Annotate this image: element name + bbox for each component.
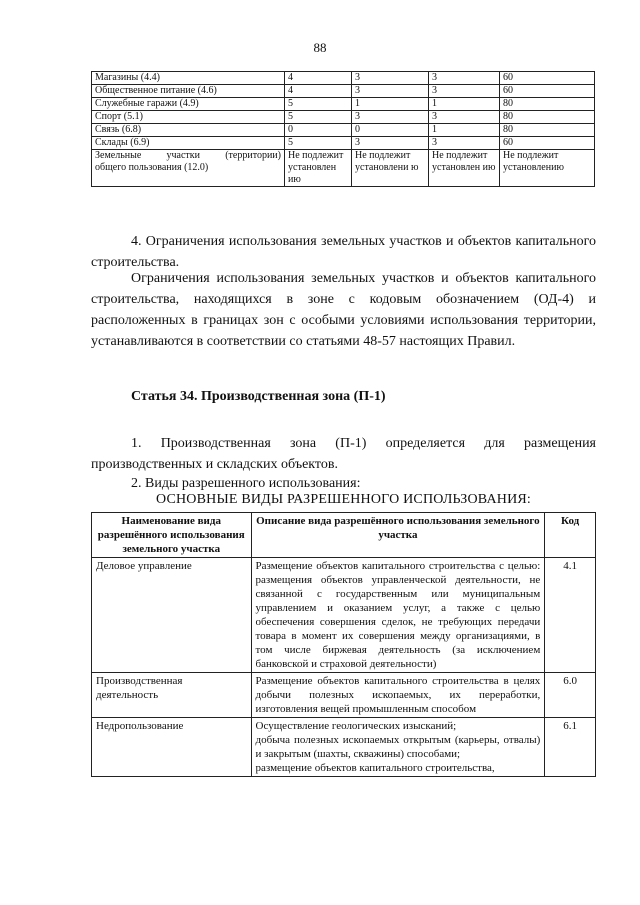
parameter-cell: 60 xyxy=(500,72,595,85)
parameter-cell: 0 xyxy=(352,124,429,137)
use-type-cell: Общественное питание (4.6) xyxy=(92,85,285,98)
use-type-cell: Склады (6.9) xyxy=(92,137,285,150)
use-description xyxy=(251,718,545,777)
table-row xyxy=(92,72,595,85)
article-paragraph-1: 1. Производственная зона (П-1) определяется для размещения производственных и складских объектов. xyxy=(91,436,596,472)
parameter-cell: 4 xyxy=(285,72,352,85)
parameter-cell: 3 xyxy=(429,111,500,124)
parameter-cell: 80 xyxy=(500,124,595,137)
building-parameters-table xyxy=(91,71,595,187)
permitted-use-table xyxy=(91,512,596,777)
use-type-cell xyxy=(92,150,285,187)
table-row xyxy=(92,98,595,111)
parameter-cell: 60 xyxy=(500,85,595,98)
table-row xyxy=(92,673,596,718)
parameter-cell: 1 xyxy=(429,124,500,137)
table-row xyxy=(92,137,595,150)
description-line: размещение объектов капитального строительства, xyxy=(255,762,495,774)
parameter-cell: 80 xyxy=(500,98,595,111)
parameter-cell: Не подлежит установлен ию xyxy=(429,150,500,187)
table-row xyxy=(92,85,595,98)
use-description: Размещение объектов капитального строительства с целью: размещения объектов управленческой деятельности, не связанной с государственным или муниципальным управлением и оказанием услуг, а также с целью обеспечения совершения сделок, не требующих передачи товара в момент их совершения между организациями, в том числе биржевая деятельность (за исключением банковской и страховой деятельности) xyxy=(251,558,545,673)
use-type-line: Земельные участки (территории) xyxy=(95,150,281,161)
parameter-cell: 5 xyxy=(285,111,352,124)
use-type-line: общего пользования (12.0) xyxy=(95,162,209,173)
parameter-cell: 80 xyxy=(500,111,595,124)
use-code: 6.1 xyxy=(545,718,596,777)
parameter-cell: 3 xyxy=(352,111,429,124)
table-row xyxy=(92,150,595,187)
parameter-cell: 5 xyxy=(285,137,352,150)
table-row xyxy=(92,124,595,137)
section-4-body: Ограничения использования земельных участков и объектов капитального строительства, находящихся в зоне с кодовым обозначением (ОД-4) и расположенных в границах зон с особыми условиями использования территории, устанавливаются в соответствии со статьями 48-57 настоящих Правил. xyxy=(91,271,596,349)
description-line: Осуществление геологических изысканий; xyxy=(255,720,457,732)
description-line: добыча полезных ископаемых открытым (карьеры, отвалы) и закрытым (шахты, скважины) способами; xyxy=(255,734,541,760)
parameter-cell: 3 xyxy=(429,85,500,98)
parameter-cell: Не подлежит установлени ю xyxy=(352,150,429,187)
use-type-cell: Магазины (4.4) xyxy=(92,72,285,85)
article-paragraph-2: 2. Виды разрешенного использования: xyxy=(131,476,361,491)
article-34-heading: Статья 34. Производственная зона (П-1) xyxy=(131,389,386,404)
parameter-cell: 1 xyxy=(429,98,500,111)
use-description: Размещение объектов капитального строительства в целях добычи полезных ископаемых, их переработки, изготовления вещей промышленным способом xyxy=(251,673,545,718)
use-name: Деловое управление xyxy=(92,558,252,673)
parameter-cell: 3 xyxy=(352,85,429,98)
use-code: 6.0 xyxy=(545,673,596,718)
table-header-row xyxy=(92,513,596,558)
use-type-cell: Спорт (5.1) xyxy=(92,111,285,124)
header-description: Описание вида разрешённого использования земельного участка xyxy=(251,513,545,558)
parameter-cell: 3 xyxy=(352,137,429,150)
parameter-cell: 3 xyxy=(429,137,500,150)
table-row xyxy=(92,558,596,673)
header-code: Код xyxy=(545,513,596,558)
use-name: Производственная деятельность xyxy=(92,673,252,718)
parameter-cell: Не подлежит установлению xyxy=(500,150,595,187)
use-code: 4.1 xyxy=(545,558,596,673)
section-4-title: 4. Ограничения использования земельных участков и объектов капитального строительства. xyxy=(91,234,596,270)
page-number: 88 xyxy=(313,40,327,55)
parameter-cell: Не подлежит установлен ию xyxy=(285,150,352,187)
parameter-cell: 3 xyxy=(352,72,429,85)
header-name: Наименование вида разрешённого использования земельного участка xyxy=(92,513,252,558)
table-row xyxy=(92,718,596,777)
parameter-cell: 4 xyxy=(285,85,352,98)
parameter-cell: 1 xyxy=(352,98,429,111)
table-caption: ОСНОВНЫЕ ВИДЫ РАЗРЕШЕННОГО ИСПОЛЬЗОВАНИЯ: xyxy=(155,492,532,507)
parameter-cell: 5 xyxy=(285,98,352,111)
use-type-cell: Служебные гаражи (4.9) xyxy=(92,98,285,111)
use-name: Недропользование xyxy=(92,718,252,777)
use-type-cell: Связь (6.8) xyxy=(92,124,285,137)
parameter-cell: 60 xyxy=(500,137,595,150)
parameter-cell: 0 xyxy=(285,124,352,137)
table-row xyxy=(92,111,595,124)
parameter-cell: 3 xyxy=(429,72,500,85)
